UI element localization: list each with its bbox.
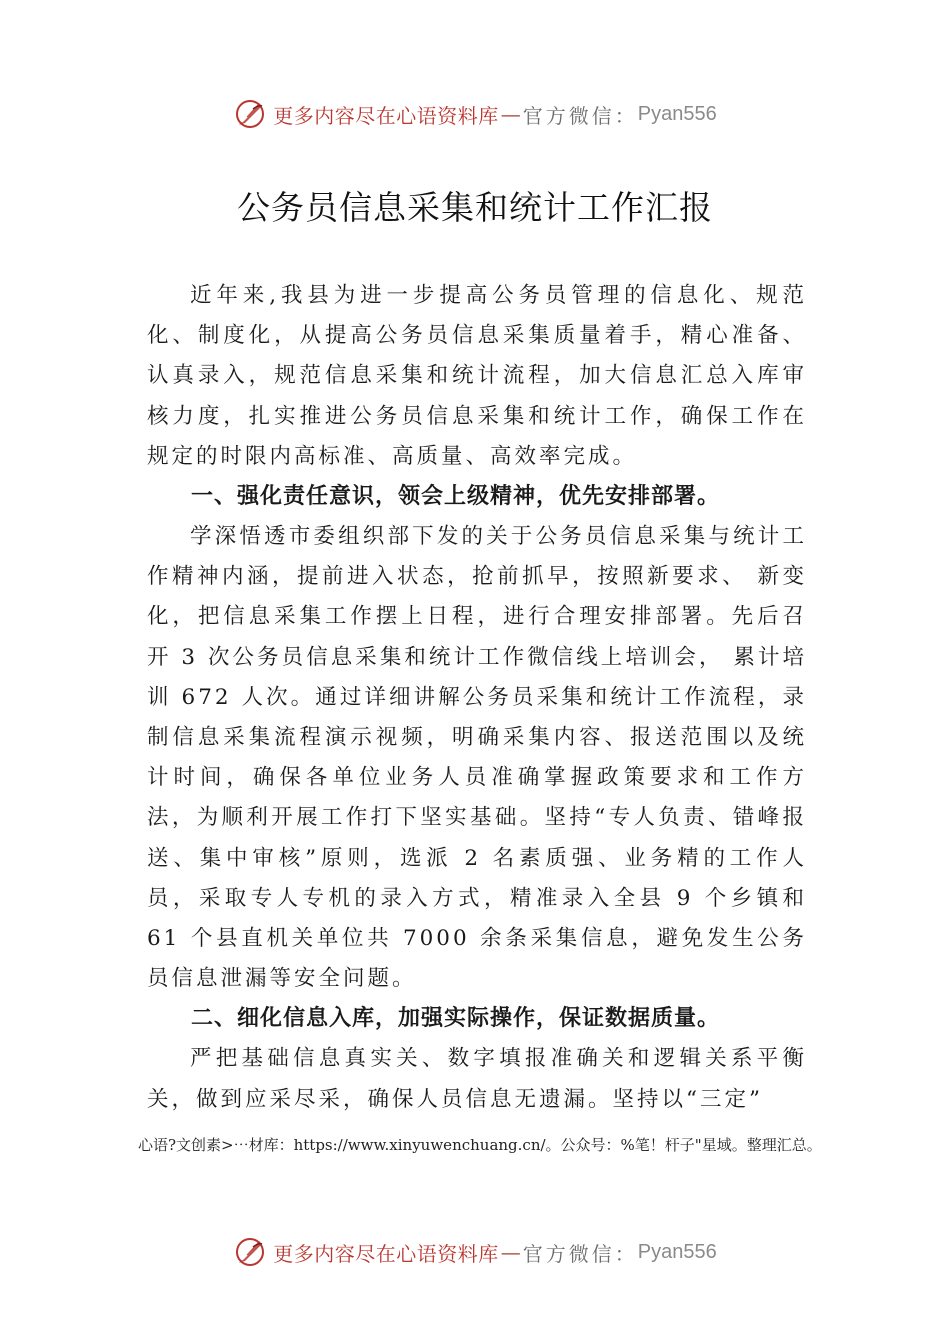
section-heading-1: 一、强化责任意识，领会上级精神，优先安排部署。 (191, 484, 721, 510)
paragraph-intro: 近年来,我县为进一步提高公务员管理的信息化、规范化、制度化，从提高公务员信息采集质量着手，精心准备、认真录入，规范信息采集和统计流程，加大信息汇总入库审核力度，扎实推进公务员信息采集和统计工作，确保工作在规定的时限内高标准、高质量、高效率完成。 (147, 283, 807, 469)
paragraph-section-1: 学深悟透市委组织部下发的关于公务员信息采集与统计工作精神内涵，提前进入状态，抢前抓早，按照新要求、 新变化，把信息采集工作摆上日程，进行合理安排部署。先后召开 3 次公务员信息采集和统计工作微信线上培训会， 累计培训 672 人次。通过详细讲解公务员采集和统计工作流程，录制信息采集流程演示视频，明确采集内容、报送范围以及统计时间，确保各单位业务人员准确掌握政策要求和工作方法，为顺利开展工作打下坚实基础。坚持“专人负责、错峰报送、集中审核”原则，选派 2 名素质强、业务精的工作人员，采取专人专机的录入方式，精准录入全县 9 个乡镇和 61 个县直机关单位共 7000 余条采集信息，避免发生公务员信息泄漏等安全问题。 (147, 524, 807, 992)
document-title: 公务员信息采集和统计工作汇报 (237, 188, 713, 227)
source-footnote: 心语?文创素>⋯材库：https://www.xinyuwenchuang.cn/。公众号：%笔！杆子"星域。整理汇总。 (138, 1136, 822, 1154)
document-body (147, 276, 807, 1120)
banner-wechat-id: Pyan556 (637, 102, 717, 125)
section-heading-2: 二、细化信息入库，加强实际操作，保证数据质量。 (191, 1006, 721, 1032)
quill-pen-logo-icon (233, 1235, 267, 1269)
bottom-banner (0, 1234, 950, 1270)
banner-separator: — (500, 1240, 521, 1264)
banner-wechat-id: Pyan556 (637, 1240, 717, 1263)
banner-slogan: 更多内容尽在心语资料库 (273, 103, 499, 128)
quill-pen-logo-icon (233, 97, 267, 131)
top-banner (0, 96, 950, 132)
banner-separator: — (500, 102, 521, 126)
banner-wechat-label: 官方微信： (522, 1241, 638, 1266)
paragraph-section-2: 严把基础信息真实关、数字填报准确关和逻辑关系平衡关，做到应采尽采，确保人员信息无遗漏。坚持以“三定” (147, 1046, 807, 1112)
banner-slogan: 更多内容尽在心语资料库 (273, 1241, 499, 1266)
banner-wechat-label: 官方微信： (522, 103, 638, 128)
